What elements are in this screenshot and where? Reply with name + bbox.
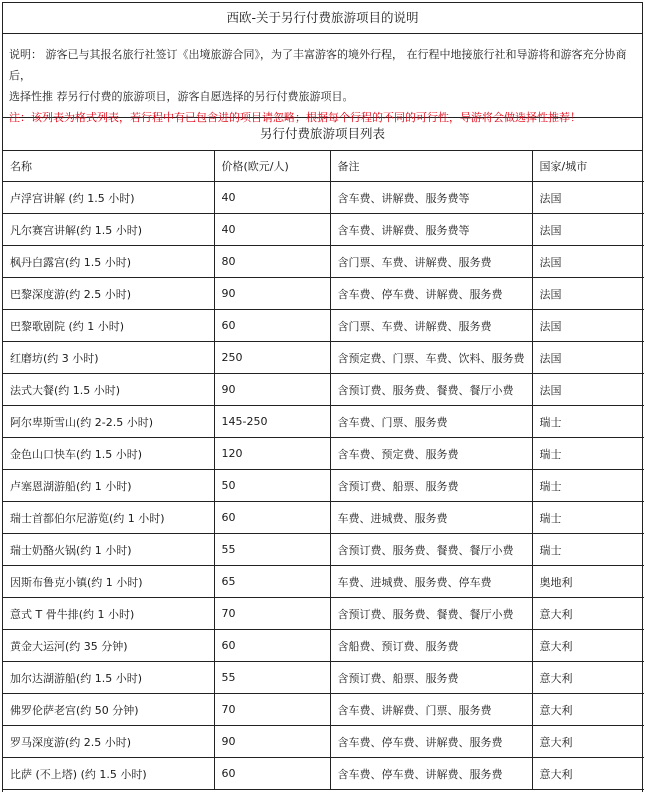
cell-name: 法式大餐(约 1.5 小时) [3,374,214,406]
cell-name: 瑞士奶酪火锅(约 1 小时) [3,534,214,566]
cell-price: 50 [214,470,330,502]
cell-note: 含车费、讲解费、门票、服务费 [330,694,532,726]
cell-country: 意大利 [532,662,644,694]
cell-note: 含车费、讲解费、服务费等 [330,182,532,214]
cell-note: 含预订费、服务费、餐费、餐厅小费 [330,534,532,566]
cell-note: 含门票、车费、讲解费、服务费 [330,246,532,278]
cell-note: 车费、进城费、服务费 [330,502,532,534]
table-row [3,214,644,246]
cell-country: 意大利 [532,726,644,758]
column-header-price: 价格(欧元/人) [214,151,330,182]
table-row [3,278,644,310]
cell-note: 含车费、讲解费、服务费等 [330,214,532,246]
cell-price: 60 [214,310,330,342]
cell-country: 法国 [532,278,644,310]
cell-price: 90 [214,278,330,310]
cell-name: 阿尔卑斯雪山(约 2-2.5 小时) [3,406,214,438]
table-row [3,310,644,342]
cell-price: 80 [214,246,330,278]
cell-country: 法国 [532,342,644,374]
table-row [3,406,644,438]
cell-name: 卢塞恩湖游船(约 1 小时) [3,470,214,502]
cell-price: 120 [214,438,330,470]
column-header-country: 国家/城市 [532,151,644,182]
cell-price: 60 [214,502,330,534]
cell-name: 巴黎深度游(约 2.5 小时) [3,278,214,310]
table-row [3,534,644,566]
table-row [3,566,644,598]
cell-name: 比萨 (不上塔) (约 1.5 小时) [3,758,214,790]
notes-section [3,34,642,124]
cell-note: 含车费、停车费、讲解费、服务费 [330,726,532,758]
cell-country: 奥地利 [532,566,644,598]
cell-name: 因斯布鲁克小镇(约 1 小时) [3,566,214,598]
cell-name: 佛罗伦萨老宫(约 50 分钟) [3,694,214,726]
table-row [3,662,644,694]
table-row [3,470,644,502]
cell-name: 黄金大运河(约 35 分钟) [3,630,214,662]
cell-name: 卢浮宫讲解 (约 1.5 小时) [3,182,214,214]
cell-note: 含门票、车费、讲解费、服务费 [330,310,532,342]
cell-note: 含车费、门票、服务费 [330,406,532,438]
table-row [3,438,644,470]
cell-country: 法国 [532,374,644,406]
cell-country: 意大利 [532,758,644,790]
cell-note: 含船费、预订费、服务费 [330,630,532,662]
table-row [3,374,644,406]
cell-country: 瑞士 [532,438,644,470]
cell-country: 法国 [532,310,644,342]
cell-price: 65 [214,566,330,598]
cell-note: 含预订费、船票、服务费 [330,470,532,502]
cell-name: 金色山口快车(约 1.5 小时) [3,438,214,470]
note-line-2: 选择性推 荐另行付费的旅游项目，游客自愿选择的另行付费旅游项目。 [9,90,354,103]
cell-country: 意大利 [532,630,644,662]
cell-name: 意式 T 骨牛排(约 1 小时) [3,598,214,630]
document-frame [2,2,643,792]
cell-name: 罗马深度游(约 2.5 小时) [3,726,214,758]
cell-note: 含预订费、服务费、餐费、餐厅小费 [330,374,532,406]
page-title: 西欧-关于另行付费旅游项目的说明 [3,3,642,34]
cell-price: 145-250 [214,406,330,438]
cell-price: 250 [214,342,330,374]
cell-note: 含预订费、船票、服务费 [330,662,532,694]
cell-price: 90 [214,374,330,406]
cell-note: 车费、进城费、服务费、停车费 [330,566,532,598]
cell-country: 法国 [532,246,644,278]
cell-note: 含车费、停车费、讲解费、服务费 [330,758,532,790]
table-row [3,502,644,534]
cell-country: 瑞士 [532,470,644,502]
table-row [3,630,644,662]
table-row [3,598,644,630]
cell-name: 瑞士首都伯尔尼游览(约 1 小时) [3,502,214,534]
cell-price: 55 [214,534,330,566]
table-row [3,758,644,790]
cell-name: 巴黎歌剧院 (约 1 小时) [3,310,214,342]
cell-note: 含车费、预定费、服务费 [330,438,532,470]
table-row [3,726,644,758]
table-row [3,342,644,374]
cell-country: 法国 [532,214,644,246]
warning-text: 注：该列表为格式列表，若行程中有已包含进的项目请忽略；根据每个行程的不同的可行性，导游将会做选择性推荐！ [9,111,581,124]
optional-tours-table [3,151,644,790]
cell-price: 70 [214,598,330,630]
cell-price: 55 [214,662,330,694]
cell-name: 红磨坊(约 3 小时) [3,342,214,374]
cell-note: 含车费、停车费、讲解费、服务费 [330,278,532,310]
cell-name: 枫丹白露宫(约 1.5 小时) [3,246,214,278]
cell-price: 60 [214,630,330,662]
cell-name: 加尔达湖游船(约 1.5 小时) [3,662,214,694]
cell-price: 40 [214,182,330,214]
column-header-note: 备注 [330,151,532,182]
cell-country: 法国 [532,182,644,214]
cell-price: 90 [214,726,330,758]
cell-country: 瑞士 [532,534,644,566]
cell-country: 瑞士 [532,406,644,438]
cell-country: 意大利 [532,598,644,630]
cell-country: 意大利 [532,694,644,726]
column-header-name: 名称 [3,151,214,182]
cell-price: 70 [214,694,330,726]
table-header-row [3,151,644,182]
table-row [3,246,644,278]
cell-price: 40 [214,214,330,246]
table-row [3,694,644,726]
note-line-1: 说明： 游客已与其报名旅行社签订《出境旅游合同》，为了丰富游客的境外行程， 在行程中地接旅行社和导游将和游客充分协商后， [9,48,627,82]
cell-note: 含预定费、门票、车费、饮料、服务费 [330,342,532,374]
cell-price: 60 [214,758,330,790]
table-row [3,182,644,214]
table-title: 另行付费旅游项目列表 [3,118,642,151]
cell-country: 瑞士 [532,502,644,534]
cell-note: 含预订费、服务费、餐费、餐厅小费 [330,598,532,630]
cell-name: 凡尔赛宫讲解(约 1.5 小时) [3,214,214,246]
